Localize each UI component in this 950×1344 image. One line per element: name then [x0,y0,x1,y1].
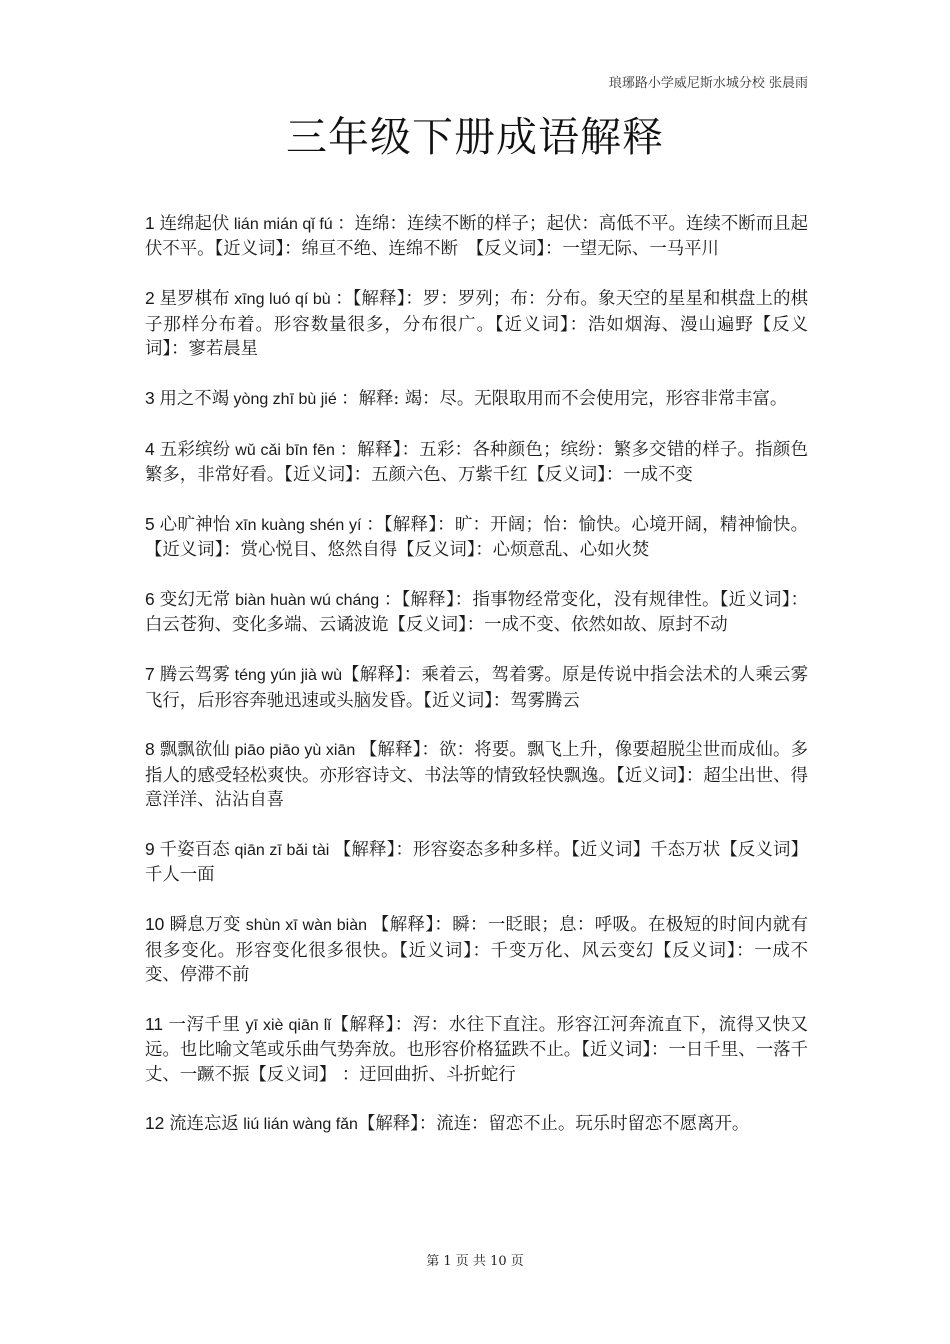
entry-number: 12 [145,1113,170,1134]
entry-explanation: 【解释】：泻：水往下直注。形容江河奔流直下，流得又快又远。也比喻文笔或乐曲气势奔放。也形容价格猛跌不止。【近义词】：一日千里、一落千丈、一蹶不振【反义词】 ：迂回曲折、斗折蛇行 [145,1014,808,1085]
idiom-entry [145,837,808,888]
entry-explanation: 【解释】：欲：将要。飘飞上升，像要超脱尘世而成仙。多指人的感受轻松爽快。亦形容诗文、书法等的情致轻快飘逸。【近义词】：超尘出世、得意洋洋、沾沾自喜 [145,740,808,811]
entry-number: 9 [145,839,160,860]
entry-idiom: 飘飘欲仙 [159,740,231,761]
entry-explanation: 【解释】：瞬：一眨眼；息：呼吸。在极短的时间内就有很多变化。形容变化很多很快。【近义词】：千变万化、风云变幻【反义词】：一成不变、停滞不前 [145,915,808,986]
entry-idiom: 变幻无常 [159,590,231,611]
entry-pinyin: xīng luó qí bù [229,291,336,309]
idiom-entry [145,1012,808,1087]
entry-explanation: ：解释: 竭：尽。无限取用而不会使用完，形容非常丰富。 [341,388,788,409]
entry-idiom: 用之不竭 [159,388,230,409]
entry-explanation: 【解释】：流连：留恋不止。玩乐时留恋不愿离开。 [357,1114,750,1135]
entry-explanation: ：解释】：五彩：各种颜色；缤纷：繁多交错的样子。指颜色繁多，非常好看。【近义词】：五颜六色、万紫千红【反义词】：一成不变 [145,439,808,486]
entry-pinyin: yòng zhī bù jié [229,390,342,408]
idiom-entry [145,437,808,488]
idiom-list [145,211,808,1162]
entry-number: 3 [145,387,160,408]
entry-idiom: 千姿百态 [159,840,230,861]
entry-explanation: ：【解释】：罗：罗列；布：分布。象天空的星星和棋盘上的棋子那样分布着。形容数量很多，分布很广。【近义词】：浩如烟海、漫山遍野【反义词】：寥若晨星 [145,289,808,360]
idiom-entry [145,1111,808,1137]
idiom-entry [145,912,808,987]
entry-idiom: 心旷神怡 [159,514,231,535]
entry-idiom: 五彩缤纷 [159,439,231,460]
entry-explanation: 【解释】：形容姿态多种多样。【近义词】千态万状【反义词】千人一面 [145,840,808,886]
entry-number: 11 [145,1013,169,1034]
entry-idiom: 连绵起伏 [159,214,230,234]
entry-explanation: 【解释】：乘着云，驾着雾。原是传说中指会法术的人乘云雾飞行，后形容奔驰迅速或头脑发昏。【近义词】：驾雾腾云 [145,665,808,711]
entry-number: 10 [145,914,170,935]
entry-pinyin: téng yún jià wù [230,667,342,685]
entry-number: 8 [145,739,160,760]
entry-pinyin: biàn huàn wú cháng [230,592,384,610]
header-author: 琅琊路小学威尼斯水城分校 张晨雨 [608,76,808,91]
page-title: 三年级下册成语解释 [286,113,664,161]
entry-idiom: 瞬息万变 [169,915,241,936]
entry-idiom: 星罗棋布 [159,289,230,310]
entry-pinyin: wǔ cǎi bīn fēn [230,441,340,459]
footer-suffix: 页 [506,1254,524,1269]
entry-number: 7 [145,664,160,685]
footer-prefix: 第 [426,1254,444,1269]
entry-number: 6 [145,589,160,610]
entry-pinyin: lián mián qǐ fú [229,216,338,233]
entry-pinyin: xīn kuàng shén yí [230,516,367,534]
entry-pinyin: shùn xī wàn biàn [240,917,372,935]
idiom-entry [145,737,808,812]
idiom-entry [145,512,808,563]
idiom-entry [145,386,808,412]
page-total: 10 [490,1254,507,1269]
idiom-entry [145,662,808,713]
idiom-entry [145,286,808,361]
page-number: 1 [443,1254,452,1269]
idiom-entry [145,211,808,262]
entry-pinyin: qiān zī bǎi tài [229,842,334,860]
entry-idiom: 一泻千里 [168,1014,241,1035]
entry-pinyin: liú lián wàng fǎn [238,1116,358,1134]
entry-number: 4 [145,438,160,459]
entry-number: 2 [145,288,160,309]
entry-idiom: 流连忘返 [169,1114,239,1135]
page-footer [0,1250,950,1269]
entry-number: 1 [145,213,160,233]
entry-pinyin: yī xiè qiān lǐ [240,1016,331,1034]
entry-explanation: ：【解释】：指事物经常变化，没有规律性。【近义词】：白云苍狗、变化多端、云谲波诡【反义词】：一成不变、依然如故、原封不动 [145,590,808,636]
entry-idiom: 腾云驾雾 [159,665,231,686]
idiom-entry [145,587,808,638]
entry-number: 5 [145,513,160,534]
entry-explanation: ：连绵：连续不断的样子；起伏：高低不平。连续不断而且起伏不平。【近义词】：绵亘不绝、连绵不断 【反义词】：一望无际、一马平川 [145,214,808,260]
entry-pinyin: piāo piāo yù xiān [230,742,360,760]
footer-middle: 页 共 [451,1254,491,1269]
entry-explanation: ：【解释】：旷：开阔；怡：愉快。心境开阔，精神愉快。【近义词】：赏心悦目、悠然自得【反义词】：心烦意乱、心如火焚 [145,514,808,561]
